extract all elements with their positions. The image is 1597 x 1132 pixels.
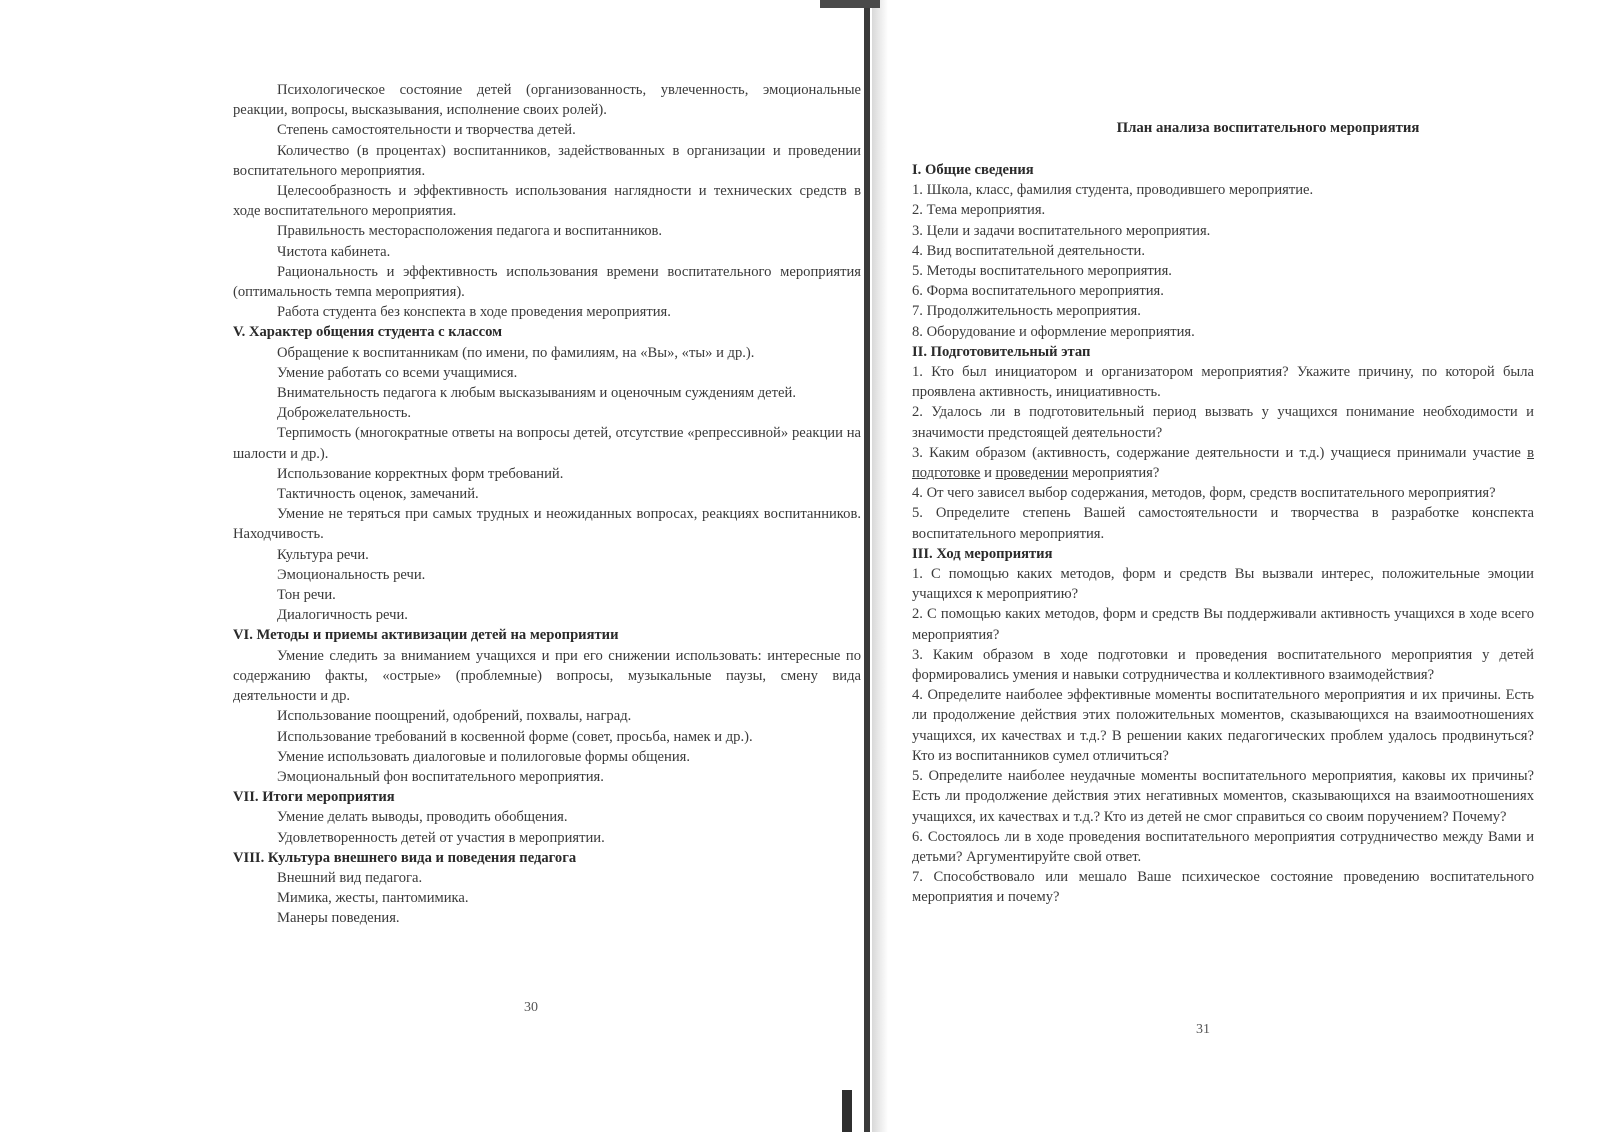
paragraph: Удовлетворенность детей от участия в мероприятии.	[277, 829, 605, 846]
question: 1. С помощью каких методов, форм и средств Вы вызвали интерес, положительные эмоции учащихся к мероприятию?	[912, 566, 1534, 603]
question: 4. Определите наиболее эффективные моменты воспитательного мероприятия и их причины. Есть ли продолжение действия этих положительных моментов, сказывающихся на взаимоотношениях учащихся, их качествах и т.д.? В решении каких педагогических проблем удалось продвинуться? Кто из воспитанников сумел отличиться?	[912, 687, 1534, 764]
question: 4. От чего зависел выбор содержания, методов, форм, средств воспитательного мероприятия?	[912, 485, 1496, 502]
paragraph: Внимательность педагога к любым высказываниям и оценочным суждениям детей.	[277, 385, 796, 402]
section-heading: V. Характер общения студента с классом	[233, 324, 503, 341]
list-item: 2. Тема мероприятия.	[912, 202, 1046, 219]
right-page-text	[912, 160, 1534, 908]
page-title: План анализа воспитательного мероприятия	[1116, 120, 1420, 136]
paragraph: Манеры поведения.	[277, 910, 400, 927]
question: 2. Удалось ли в подготовительный период вызвать у учащихся понимание необходимости и значимости предстоящей деятельности?	[912, 404, 1534, 441]
paragraph: Терпимость (многократные ответы на вопросы детей, отсутствие «репрессивной» реакции на шалости и др.).	[233, 425, 861, 462]
paragraph: Психологическое состояние детей (организованность, увлеченность, эмоциональные реакции, вопросы, высказывания, исполнение своих ролей).	[233, 82, 861, 119]
paragraph: Тактичность оценок, замечаний.	[277, 486, 479, 503]
paragraph: Умение не теряться при самых трудных и неожиданных вопросах, реакциях воспитанников. Находчивость.	[233, 506, 861, 543]
section-heading: I. Общие сведения	[912, 162, 1034, 178]
paragraph: Мимика, жесты, пантомимика.	[277, 890, 469, 907]
paragraph: Эмоциональный фон воспитательного мероприятия.	[277, 768, 604, 785]
question: 5. Определите наиболее неудачные моменты воспитательного мероприятия, каковы их причины? Есть ли продолжение действия этих негативных моментов, сказывающихся на взаимоотношениях учащихся, их качествах и т.д.? Кто из детей не смог справиться со своим поручением? Почему?	[912, 768, 1534, 825]
question: 3. Каким образом в ходе подготовки и проведения воспитательного мероприятия у детей формировались умения и навыки сотрудничества и коллективного взаимодействия?	[912, 646, 1534, 684]
page-number-right: 31	[1196, 1022, 1210, 1037]
paragraph: Эмоциональность речи.	[277, 566, 426, 583]
paragraph: Чистота кабинета.	[277, 243, 391, 260]
section-heading: VIII. Культура внешнего вида и поведения педагога	[233, 849, 577, 866]
question-text: и	[980, 465, 996, 482]
underlined-phrase: в подготовке	[912, 444, 1534, 482]
paragraph: Использование поощрений, одобрений, похвалы, наград.	[277, 708, 632, 725]
paragraph: Степень самостоятельности и творчества детей.	[277, 122, 576, 139]
paragraph: Диалогичность речи.	[277, 607, 408, 624]
underlined-phrase: проведении	[995, 465, 1069, 482]
paragraph: Культура речи.	[277, 546, 369, 563]
paragraph: Внешний вид педагога.	[277, 869, 423, 886]
paragraph: Умение следить за вниманием учащихся и при его снижении использовать: интересные по содержанию факты, «острые» (проблемные) вопросы, музыкальные паузы, смену вида деятельности и др.	[233, 647, 861, 705]
paragraph: Количество (в процентах) воспитанников, задействованных в организации и проведении воспитательного мероприятия.	[233, 142, 861, 179]
section-heading: II. Подготовительный этап	[912, 343, 1091, 360]
question	[912, 443, 1534, 483]
question: 2. С помощью каких методов, форм и средств Вы поддерживали активность учащихся в ходе всего мероприятия?	[912, 606, 1534, 643]
page-number-left: 30	[524, 1000, 538, 1015]
paragraph: Тон речи.	[277, 587, 336, 604]
section-heading: VI. Методы и приемы активизации детей на мероприятии	[233, 627, 619, 644]
left-page-text	[233, 80, 861, 929]
question: 5. Определите степень Вашей самостоятельности и творчества в разработке конспекта воспитательного мероприятия.	[912, 505, 1534, 542]
paragraph: Умение работать со всеми учащимися.	[277, 364, 518, 381]
list-item: 5. Методы воспитательного мероприятия.	[912, 263, 1172, 280]
paragraph: Умение использовать диалоговые и полилоговые формы общения.	[277, 748, 690, 765]
list-item: 6. Форма воспитательного мероприятия.	[912, 283, 1164, 300]
binding-shadow	[872, 0, 888, 1132]
paragraph: Использование требований в косвенной форме (совет, просьба, намек и др.).	[277, 728, 753, 745]
section-heading: III. Ход мероприятия	[912, 545, 1053, 562]
section-heading: VII. Итоги мероприятия	[233, 789, 395, 806]
question-text: мероприятия?	[1068, 465, 1160, 482]
paragraph: Использование корректных форм требований.	[277, 465, 564, 482]
list-item: 4. Вид воспитательной деятельности.	[912, 242, 1145, 259]
paragraph: Доброжелательность.	[277, 405, 412, 422]
question-text: 3. Каким образом (активность, содержание деятельности и т.д.) учащиеся принимали участие	[912, 444, 1528, 461]
list-item: 8. Оборудование и оформление мероприятия.	[912, 323, 1195, 340]
paragraph: Правильность месторасположения педагога и воспитанников.	[277, 223, 663, 240]
paragraph: Работа студента без конспекта в ходе проведения мероприятия.	[277, 304, 671, 321]
list-item: 1. Школа, класс, фамилия студента, проводившего мероприятие.	[912, 182, 1314, 199]
question: 6. Состоялось ли в ходе проведения воспитательного мероприятия сотрудничество между Вами и детьми? Аргументируйте свой ответ.	[912, 828, 1534, 865]
paragraph: Целесообразность и эффективность использования наглядности и технических средств в ходе воспитательного мероприятия.	[233, 183, 861, 220]
question: 7. Способствовало или мешало Ваше психическое состояние проведению воспитательного мероприятия и почему?	[912, 869, 1534, 906]
list-item: 3. Цели и задачи воспитательного мероприятия.	[912, 222, 1211, 239]
paragraph: Умение делать выводы, проводить обобщения.	[277, 809, 568, 826]
paragraph: Рациональность и эффективность использования времени воспитательного мероприятия (оптимальность темпа мероприятия).	[233, 263, 861, 301]
right-page	[888, 0, 1597, 1132]
paragraph: Обращение к воспитанникам (по имени, по фамилиям, на «Вы», «ты» и др.).	[277, 344, 755, 361]
list-item: 7. Продолжительность мероприятия.	[912, 303, 1141, 320]
question: 1. Кто был инициатором и организатором мероприятия? Укажите причину, по которой была проявлена активность, инициативность.	[912, 364, 1534, 401]
